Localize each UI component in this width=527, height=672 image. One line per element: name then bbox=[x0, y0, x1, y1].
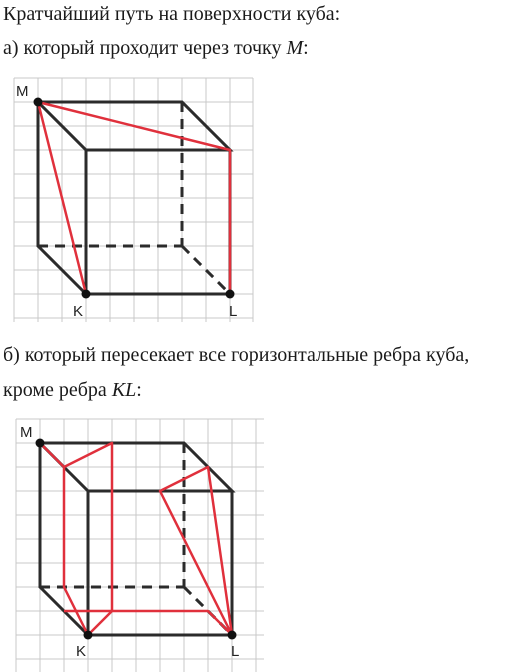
part-a-var: M bbox=[286, 37, 304, 59]
part-b-text: кроме ребра bbox=[3, 379, 107, 401]
part-a-suffix: : bbox=[303, 37, 309, 59]
label-b-m: M bbox=[20, 424, 33, 441]
point-a-k bbox=[82, 290, 91, 299]
part-b-var: KL bbox=[111, 379, 137, 401]
part-a-text: а) который проходит через точку bbox=[3, 37, 282, 59]
point-a-m bbox=[34, 98, 43, 107]
point-b-l bbox=[228, 631, 237, 640]
part-b-suffix: : bbox=[136, 379, 142, 401]
label-a-l: L bbox=[229, 303, 238, 320]
label-b-k: K bbox=[76, 643, 87, 660]
label-a-k: K bbox=[73, 303, 84, 320]
point-b-k bbox=[84, 631, 93, 640]
point-a-l bbox=[226, 290, 235, 299]
label-a-m: M bbox=[16, 83, 29, 100]
cube-b bbox=[20, 424, 239, 660]
cube-a bbox=[16, 83, 237, 320]
page-title: Кратчайший путь на поверхности куба: bbox=[3, 3, 341, 25]
part-b-heading-line1: б) который пересекает все горизонтальные ребра куба, bbox=[3, 344, 470, 366]
point-b-m bbox=[36, 439, 45, 448]
label-b-l: L bbox=[231, 643, 240, 660]
